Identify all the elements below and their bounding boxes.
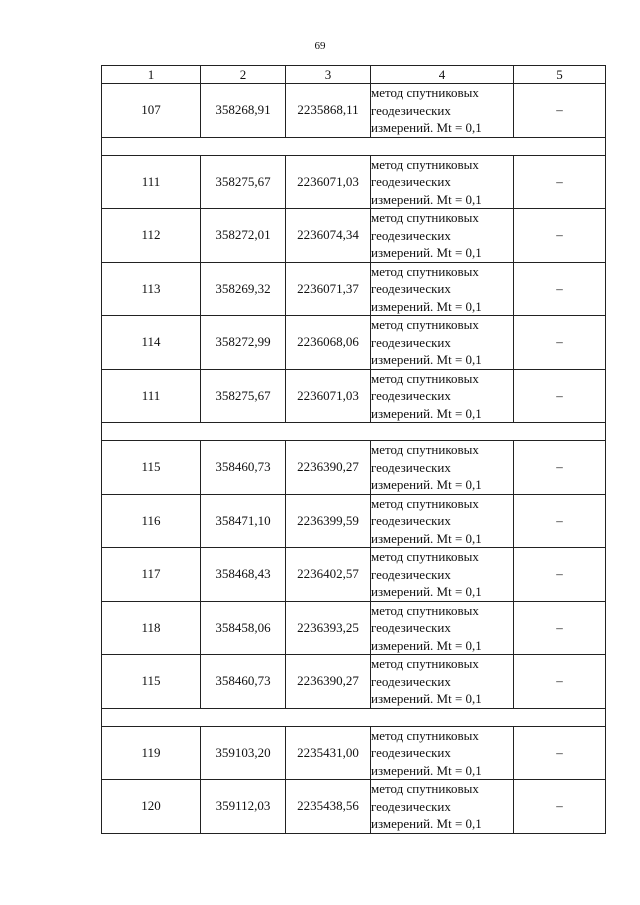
group-separator-cell bbox=[102, 137, 606, 155]
note-cell: – bbox=[514, 316, 606, 370]
table-row bbox=[102, 548, 606, 602]
group-separator-cell bbox=[102, 423, 606, 441]
method-text-line: геодезических bbox=[371, 745, 451, 760]
method-text-line: геодезических bbox=[371, 334, 451, 350]
method-text-line: метод спутниковых bbox=[371, 263, 479, 279]
point-number-cell: 107 bbox=[102, 84, 201, 138]
method-text-line: метод спутниковых bbox=[371, 781, 479, 796]
method-text-line: измерений. Mt = 0,1 bbox=[371, 191, 482, 207]
method-text-line: метод спутниковых bbox=[371, 602, 479, 618]
method-text-line: геодезических bbox=[371, 102, 451, 118]
page-number: 69 bbox=[314, 40, 326, 52]
table-row bbox=[102, 726, 606, 780]
method-text-line: измерений. Mt = 0,1 bbox=[371, 352, 482, 367]
table-row bbox=[102, 155, 606, 209]
method-text-line: метод спутниковых bbox=[371, 442, 479, 457]
method-cell bbox=[371, 726, 514, 780]
note-cell: – bbox=[514, 548, 606, 602]
table-row bbox=[102, 316, 606, 370]
point-number-cell: 111 bbox=[102, 369, 201, 423]
point-number-cell: 112 bbox=[102, 209, 201, 263]
method-cell bbox=[371, 655, 514, 709]
method-text-line: метод спутниковых bbox=[371, 549, 479, 564]
table-body bbox=[102, 84, 606, 834]
table-row bbox=[102, 369, 606, 423]
method-cell bbox=[371, 209, 514, 263]
y-coordinate-cell: 2236390,27 bbox=[286, 655, 371, 709]
method-text-line: измерений. Mt = 0,1 bbox=[371, 816, 482, 831]
note-cell: – bbox=[514, 726, 606, 780]
x-coordinate-cell: 358460,73 bbox=[201, 655, 286, 709]
table-row bbox=[102, 84, 606, 138]
x-coordinate-cell: 358272,01 bbox=[201, 209, 286, 263]
method-text-line: геодезических bbox=[371, 673, 451, 689]
method-text-line: геодезических bbox=[371, 227, 451, 243]
method-cell bbox=[371, 316, 514, 370]
method-text-line: измерений. Mt = 0,1 bbox=[371, 762, 482, 778]
header-col-2: 2 bbox=[201, 66, 286, 84]
method-cell bbox=[371, 262, 514, 316]
x-coordinate-cell: 359112,03 bbox=[201, 780, 286, 834]
y-coordinate-cell: 2235431,00 bbox=[286, 726, 371, 780]
y-coordinate-cell: 2236068,06 bbox=[286, 316, 371, 370]
header-col-1: 1 bbox=[102, 66, 201, 84]
x-coordinate-cell: 358275,67 bbox=[201, 369, 286, 423]
group-separator-row bbox=[102, 423, 606, 441]
method-cell bbox=[371, 441, 514, 495]
method-text-line: геодезических bbox=[371, 174, 451, 189]
y-coordinate-cell: 2236399,59 bbox=[286, 494, 371, 548]
table-row bbox=[102, 601, 606, 655]
method-text-line: метод спутниковых bbox=[371, 370, 479, 386]
note-cell: – bbox=[514, 155, 606, 209]
table-row bbox=[102, 780, 606, 834]
header-col-3: 3 bbox=[286, 66, 371, 84]
table-row bbox=[102, 494, 606, 548]
x-coordinate-cell: 358458,06 bbox=[201, 601, 286, 655]
x-coordinate-cell: 358275,67 bbox=[201, 155, 286, 209]
x-coordinate-cell: 358471,10 bbox=[201, 494, 286, 548]
method-text-line: геодезических bbox=[371, 388, 451, 403]
y-coordinate-cell: 2236393,25 bbox=[286, 601, 371, 655]
point-number-cell: 118 bbox=[102, 601, 201, 655]
table-row bbox=[102, 441, 606, 495]
y-coordinate-cell: 2236402,57 bbox=[286, 548, 371, 602]
method-text-line: измерений. Mt = 0,1 bbox=[371, 691, 482, 706]
y-coordinate-cell: 2236071,03 bbox=[286, 155, 371, 209]
note-cell: – bbox=[514, 441, 606, 495]
x-coordinate-cell: 358268,91 bbox=[201, 84, 286, 138]
group-separator-row bbox=[102, 137, 606, 155]
method-cell bbox=[371, 155, 514, 209]
point-number-cell: 116 bbox=[102, 494, 201, 548]
point-number-cell: 115 bbox=[102, 655, 201, 709]
method-text-line: метод спутниковых bbox=[371, 317, 479, 332]
table-row bbox=[102, 209, 606, 263]
method-text-line: измерений. Mt = 0,1 bbox=[371, 298, 482, 314]
x-coordinate-cell: 358468,43 bbox=[201, 548, 286, 602]
table-header-row bbox=[102, 66, 606, 84]
note-cell: – bbox=[514, 780, 606, 834]
method-text-line: геодезических bbox=[371, 620, 451, 635]
note-cell: – bbox=[514, 494, 606, 548]
point-number-cell: 114 bbox=[102, 316, 201, 370]
method-text-line: измерений. Mt = 0,1 bbox=[371, 120, 482, 135]
method-text-line: метод спутниковых bbox=[371, 495, 479, 511]
header-col-4: 4 bbox=[371, 66, 514, 84]
method-text-line: геодезических bbox=[371, 513, 451, 528]
note-cell: – bbox=[514, 84, 606, 138]
group-separator-cell bbox=[102, 708, 606, 726]
y-coordinate-cell: 2236074,34 bbox=[286, 209, 371, 263]
method-cell bbox=[371, 84, 514, 138]
method-cell bbox=[371, 780, 514, 834]
method-cell bbox=[371, 548, 514, 602]
point-number-cell: 113 bbox=[102, 262, 201, 316]
point-number-cell: 120 bbox=[102, 780, 201, 834]
header-col-5: 5 bbox=[514, 66, 606, 84]
y-coordinate-cell: 2236390,27 bbox=[286, 441, 371, 495]
table-row bbox=[102, 262, 606, 316]
point-number-cell: 117 bbox=[102, 548, 201, 602]
x-coordinate-cell: 358272,99 bbox=[201, 316, 286, 370]
method-text-line: измерений. Mt = 0,1 bbox=[371, 245, 482, 260]
note-cell: – bbox=[514, 601, 606, 655]
y-coordinate-cell: 2235438,56 bbox=[286, 780, 371, 834]
method-text-line: измерений. Mt = 0,1 bbox=[371, 530, 482, 546]
note-cell: – bbox=[514, 262, 606, 316]
y-coordinate-cell: 2236071,37 bbox=[286, 262, 371, 316]
method-text-line: измерений. Mt = 0,1 bbox=[371, 637, 482, 653]
method-text-line: геодезических bbox=[371, 281, 451, 296]
method-text-line: измерений. Mt = 0,1 bbox=[371, 477, 482, 492]
method-cell bbox=[371, 369, 514, 423]
method-cell bbox=[371, 494, 514, 548]
method-text-line: метод спутниковых bbox=[371, 656, 479, 671]
x-coordinate-cell: 358460,73 bbox=[201, 441, 286, 495]
method-text-line: метод спутниковых bbox=[371, 727, 479, 743]
method-text-line: геодезических bbox=[371, 798, 451, 814]
method-text-line: измерений. Mt = 0,1 bbox=[371, 405, 482, 421]
note-cell: – bbox=[514, 655, 606, 709]
x-coordinate-cell: 359103,20 bbox=[201, 726, 286, 780]
coordinates-table bbox=[101, 65, 606, 834]
method-text-line: метод спутниковых bbox=[371, 156, 479, 172]
point-number-cell: 115 bbox=[102, 441, 201, 495]
method-text-line: геодезических bbox=[371, 566, 451, 582]
y-coordinate-cell: 2235868,11 bbox=[286, 84, 371, 138]
method-text-line: геодезических bbox=[371, 459, 451, 475]
method-text-line: метод спутниковых bbox=[371, 85, 479, 100]
y-coordinate-cell: 2236071,03 bbox=[286, 369, 371, 423]
method-text-line: измерений. Mt = 0,1 bbox=[371, 584, 482, 599]
point-number-cell: 111 bbox=[102, 155, 201, 209]
method-text-line: метод спутниковых bbox=[371, 210, 479, 225]
note-cell: – bbox=[514, 369, 606, 423]
note-cell: – bbox=[514, 209, 606, 263]
method-cell bbox=[371, 601, 514, 655]
table-row bbox=[102, 655, 606, 709]
x-coordinate-cell: 358269,32 bbox=[201, 262, 286, 316]
group-separator-row bbox=[102, 708, 606, 726]
point-number-cell: 119 bbox=[102, 726, 201, 780]
